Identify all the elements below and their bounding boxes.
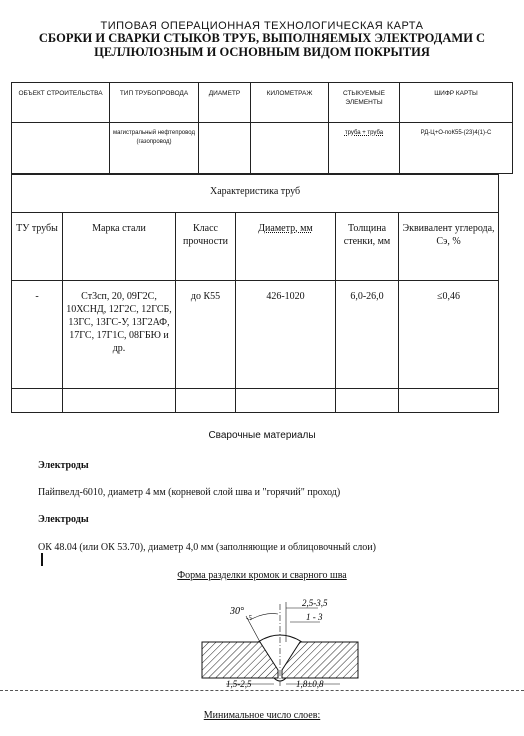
dim-gap-label: 1 - 3: [306, 612, 323, 622]
text-cursor[interactable]: [41, 553, 43, 566]
header-tu: ТУ трубы: [12, 213, 63, 281]
header-card-code: ШИФР КАРТЫ: [400, 83, 513, 123]
left-plate: [202, 642, 278, 678]
value-steel-grade: Ст3сп, 20, 09Г2С, 10ХСНД, 12Г2С, 12ГСБ, 13ГС, 13ГС-У, 13Г2АФ, 17ГС, 17Г1С, 08ГБЮ и др.: [63, 281, 176, 389]
value-kilometrage: [251, 123, 329, 174]
value-wall-thickness: 6,0-26,0: [336, 281, 399, 389]
electrodes-description-2: ОК 48.04 (или ОК 53.70), диаметр 4,0 мм (заполняющие и облицовочный слои): [38, 542, 376, 553]
header-pipe-diameter: Диаметр, мм: [236, 213, 336, 281]
dim-top-label: 2,5-3,5: [302, 598, 328, 608]
empty-cell: [399, 389, 499, 413]
value-carbon-equivalent: ≤0,46: [399, 281, 499, 389]
dim-bottom-label: 1,8±0,8: [296, 679, 324, 689]
joint-form-heading: Форма разделки кромок и сварного шва: [177, 570, 347, 581]
header-carbon-equivalent: Эквивалент углерода, Сэ, %: [399, 213, 499, 281]
header-wall-thickness: Толщина стенки, мм: [336, 213, 399, 281]
doc-title-line2: ЦЕЛЛЮЛОЗНЫМ И ОСНОВНЫМ ВИДОМ ПОКРЫТИЯ: [94, 45, 430, 59]
empty-cell: [236, 389, 336, 413]
value-object: [12, 123, 110, 174]
electrodes-heading-2: Электроды: [38, 514, 89, 525]
value-pipeline-type: магистральный нефтепровод (газопровод): [110, 123, 199, 174]
header-pipeline-type: ТИП ТРУБОПРОВОДА: [110, 83, 199, 123]
header-strength-class: Класс прочности: [176, 213, 236, 281]
empty-cell: [12, 389, 63, 413]
angle-tolerance: -5: [246, 614, 252, 622]
doc-title-line1: СБОРКИ И СВАРКИ СТЫКОВ ТРУБ, ВЫПОЛНЯЕМЫХ ЭЛЕКТРОДАМИ С: [38, 31, 486, 45]
header-object: ОБЪЕКТ СТРОИТЕЛЬСТВА: [12, 83, 110, 123]
weld-joint-diagram: [190, 590, 370, 690]
electrodes-description-1: Пайпвелд-6010, диаметр 4 мм (корневой слой шва и "горячий" проход): [38, 487, 341, 498]
header-steel-grade: Марка стали: [63, 213, 176, 281]
header-joined-elements: СТЫКУЕМЫЕ ЭЛЕМЕНТЫ: [329, 83, 400, 123]
header-diameter: ДИАМЕТР: [199, 83, 251, 123]
value-joined-elements: труба + труба: [329, 123, 400, 174]
value-card-code: РД-Ц+О-поК55-(23)4(1)-С: [400, 123, 513, 174]
value-pipe-diameter: 426-1020: [236, 281, 336, 389]
value-strength-class: до К55: [176, 281, 236, 389]
empty-cell: [176, 389, 236, 413]
page-break-separator: [0, 690, 524, 691]
value-tu: -: [12, 281, 63, 389]
angle-arc: [250, 614, 278, 620]
empty-cell: [336, 389, 399, 413]
empty-cell: [63, 389, 176, 413]
doc-type-heading: ТИПОВАЯ ОПЕРАЦИОННАЯ ТЕХНОЛОГИЧЕСКАЯ КАРТА: [100, 20, 424, 32]
header-kilometrage: КИЛОМЕТРАЖ: [251, 83, 329, 123]
pipe-characteristics-table: [11, 174, 499, 413]
electrodes-heading-1: Электроды: [38, 460, 89, 471]
value-diameter: [199, 123, 251, 174]
object-info-table: [11, 82, 513, 174]
welding-materials-heading: Сварочные материалы: [208, 430, 316, 441]
right-plate: [282, 642, 358, 678]
min-layers-heading: Минимальное число слоев:: [203, 710, 321, 721]
angle-label: 30°: [230, 606, 244, 617]
pipe-table-caption: Характеристика труб: [12, 175, 499, 213]
dim-root-label: 1,5-2,5: [226, 679, 252, 689]
